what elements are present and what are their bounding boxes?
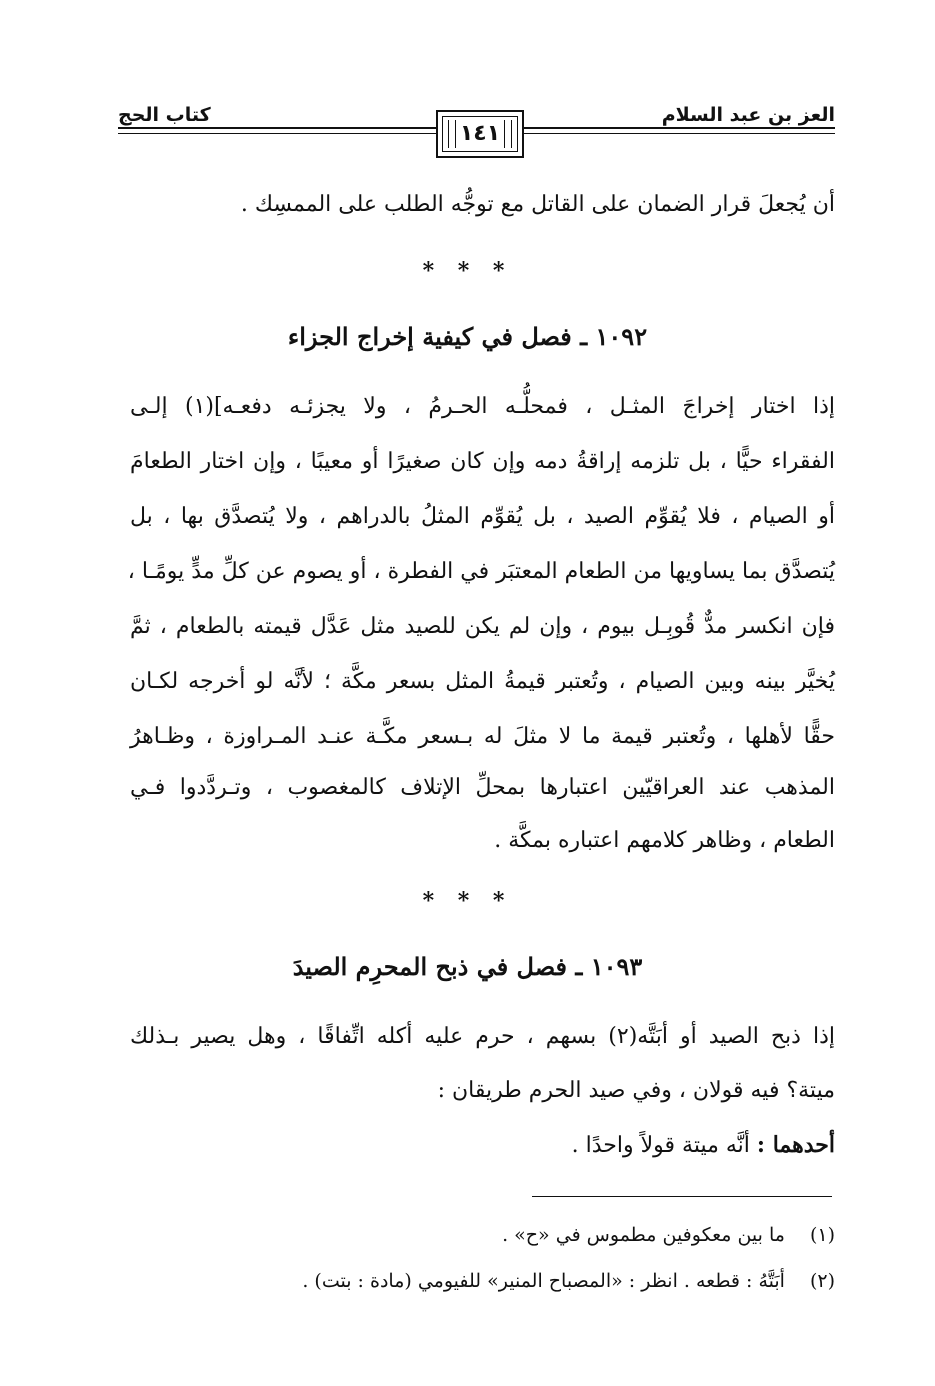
text-line: الطعام ، وظاهر كلامهم اعتباره بمكَّة .	[494, 828, 835, 853]
page-number: ١٤١	[459, 121, 501, 146]
footnote-separator	[532, 1196, 832, 1197]
text-line: أو الصيام ، فلا يُقوِّم الصيد ، بل يُقوِّم المثلُ بالدراهم ، ولا يُتصدَّق بها ، بل	[130, 504, 835, 529]
text-line	[130, 1130, 835, 1161]
footnote-number: (٢)	[809, 1270, 835, 1292]
running-header-author: العز بن عبد السلام	[661, 104, 835, 126]
footnote-number: (١)	[809, 1224, 835, 1246]
text-line: يُخيَّر بينه وبين الصيام ، وتُعتبر قيمةُ المثل بسعر مكَّة ؛ لأنَّه لو أخرجه لكـان	[130, 669, 835, 694]
text-line: إذا اختار إخراجَ المثـل ، فمحلُّـه الحـرمُ ، ولا يجزئـه دفعـه](١) إلـى	[130, 394, 835, 419]
footnote-text: ما بين معكوفين مطموس في «ح» .	[502, 1224, 785, 1246]
footnote	[130, 1268, 835, 1294]
section-separator: * * *	[422, 258, 513, 284]
section-heading: ١٠٩٣ ـ فصل في ذبح المحرِم الصيدَ	[292, 952, 643, 981]
text-line: فإن انكسر مدٌّ قُوبِـل بيوم ، وإن لم يكن للصيد مثل عَدَّل قيمته بالطعام ، ثمَّ	[130, 614, 835, 639]
header-rule-right	[520, 127, 835, 134]
text-line: حقًّا لأهلها ، وتُعتبر قيمة ما لا مثلَ له بـسعر مكَّـة عنـد المـراوزة ، وظـاهرُ	[130, 724, 835, 749]
text-line: أن يُجعلَ قرار الضمان على القاتل مع توجُّه الطلب على الممسِك .	[240, 192, 835, 217]
emphasized-term: أحدهما :	[756, 1132, 835, 1158]
footnote	[130, 1222, 835, 1248]
section-heading: ١٠٩٢ ـ فصل في كيفية إخراج الجزاء	[287, 322, 648, 351]
header-rule-left	[118, 127, 440, 134]
text-line: المذهب عند العراقيّين اعتبارها بمحلِّ الإتلاف كالمغصوب ، وتـردَّدوا فـي	[130, 775, 835, 800]
text-line: الفقراء حيًّا ، بل تلزمه إراقةُ دمه وإن كان صغيرًا أو معيبًا ، وإن اختار الطعامَ	[130, 449, 835, 474]
text-line: إذا ذبح الصيد أو أبَتَّه(٢) بسهم ، حرم عليه أكله اتِّفاقًا ، وهل يصير بـذلك	[130, 1024, 835, 1049]
page-number-frame	[436, 110, 524, 158]
footnote-text: أبَتَّهُ : قطعه . انظر : «المصباح المنير» للفيومي (مادة : بتت) .	[302, 1270, 785, 1292]
text-line: ميتة؟ فيه قولان ، وفي صيد الحرم طريقان :	[437, 1078, 835, 1103]
text-line: يُتصدَّق بما يساويها من الطعام المعتبَر في الفطرة ، أو يصوم عن كلِّ مدٍّ يومًـا ،	[127, 559, 835, 584]
text-fragment: أنَّه ميتة قولاً واحدًا .	[571, 1133, 757, 1158]
section-separator: * * *	[422, 888, 513, 914]
running-header-book: كتاب الحج	[118, 104, 211, 126]
